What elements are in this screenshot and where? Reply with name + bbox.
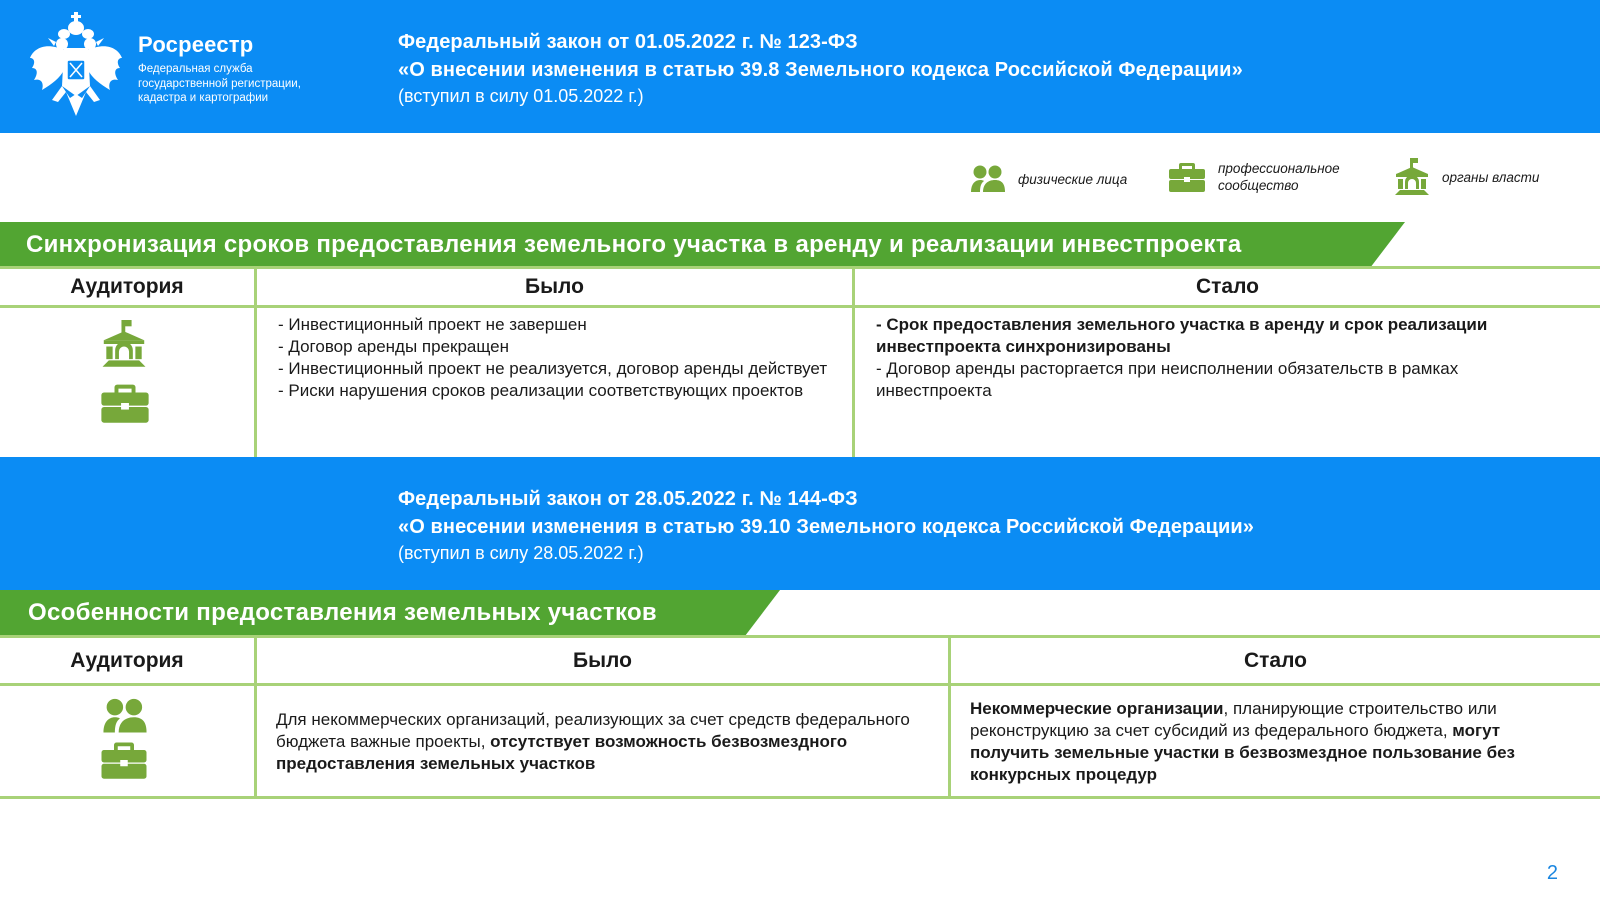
became-item: - Договор аренды расторгается при неисполнении обязательств в рамках инвестпроекта <box>876 359 1459 400</box>
legend-label <box>1218 160 1340 194</box>
column-header-became: Стало <box>1243 649 1308 672</box>
law-subtitle: «О внесении изменения в статью 39.8 Земельного кодекса Российской Федерации» <box>398 59 1243 81</box>
was-item: - Договор аренды прекращен <box>278 337 510 356</box>
section-title-text: Особенности предоставления земельных участков <box>28 599 657 626</box>
was-text: Для некоммерческих организаций, реализующих за счет средств федерального бюджета важные проекты, <box>276 710 910 751</box>
column-header-audience: Аудитория <box>70 275 184 298</box>
legend-label-line: профессиональное <box>1218 161 1340 176</box>
briefcase-icon <box>100 740 148 780</box>
briefcase-icon <box>1168 161 1206 193</box>
became-text-bold: Некоммерческие организации <box>970 699 1224 718</box>
table-divider <box>0 305 1600 308</box>
legend-label-line: сообщество <box>1218 178 1299 193</box>
legend-label: физические лица <box>1018 171 1128 187</box>
table-divider <box>0 266 1600 269</box>
brand-subtitle-line: кадастра и картографии <box>138 92 269 104</box>
became-cell-1 <box>876 314 1566 402</box>
government-building-icon <box>1394 158 1430 196</box>
law-heading-1 <box>398 28 1243 108</box>
was-cell-1 <box>278 314 838 402</box>
page-number: 2 <box>1546 862 1558 884</box>
brand-subtitle <box>138 62 301 106</box>
government-building-icon <box>100 320 148 368</box>
table-divider <box>0 635 1600 638</box>
was-item: - Инвестиционный проект не завершен <box>278 315 587 334</box>
section-title-1 <box>0 222 1405 268</box>
brand-subtitle-line: государственной регистрации, <box>138 77 301 90</box>
column-header-was: Было <box>525 275 584 298</box>
people-icon <box>102 697 148 735</box>
brand-subtitle-line: Федеральная служба <box>138 63 253 75</box>
was-item: - Риски нарушения сроков реализации соответствующих проектов <box>278 381 804 400</box>
legend-item-professional-community <box>1168 160 1340 194</box>
legend-item-individuals <box>970 164 1127 194</box>
law-title: Федеральный закон от 28.05.2022 г. № 144-ФЗ <box>398 488 858 510</box>
became-item-bold: - Срок предоставления земельного участка в аренду и срок реализации инвестпроекта синхронизированы <box>876 315 1488 356</box>
became-text: , планирующие строительство или реконструкцию за счет субсидий из федерального бюджета, <box>970 699 1497 740</box>
header-band <box>0 0 1600 133</box>
became-text-bold: могут получить земельные участки в безвозмездное пользование без конкурсных процедур <box>970 721 1515 784</box>
audience-legend <box>0 158 1600 208</box>
law-subtitle: «О внесении изменения в статью 39.10 Земельного кодекса Российской Федерации» <box>398 516 1255 538</box>
legend-label: органы власти <box>1442 169 1540 185</box>
brand-block <box>138 32 301 106</box>
law-effective-date: (вступил в силу 28.05.2022 г.) <box>398 543 644 563</box>
law-band-2 <box>0 457 1600 590</box>
people-icon <box>970 164 1006 194</box>
rosreestr-eagle-logo <box>26 12 126 118</box>
section-title-2 <box>0 590 780 636</box>
law-heading-2 <box>398 485 1254 565</box>
law-effective-date: (вступил в силу 01.05.2022 г.) <box>398 86 644 106</box>
table-divider <box>0 796 1600 799</box>
became-cell-2 <box>970 698 1570 786</box>
was-text-bold: отсутствует возможность безвозмездного предоставления земельных участков <box>276 732 848 773</box>
was-cell-2 <box>276 709 916 775</box>
column-header-was: Было <box>573 649 632 672</box>
brand-name: Росреестр <box>138 32 254 57</box>
legend-item-authorities <box>1394 158 1539 196</box>
table-divider <box>0 683 1600 686</box>
briefcase-icon <box>100 382 150 424</box>
section-title-text: Синхронизация сроков предоставления земельного участка в аренду и реализации инвестпроекта <box>26 231 1242 258</box>
column-header-audience: Аудитория <box>70 649 184 672</box>
law-title: Федеральный закон от 01.05.2022 г. № 123-ФЗ <box>398 31 858 53</box>
was-item: - Инвестиционный проект не реализуется, договор аренды действует <box>278 359 828 378</box>
column-header-became: Стало <box>1195 275 1260 298</box>
